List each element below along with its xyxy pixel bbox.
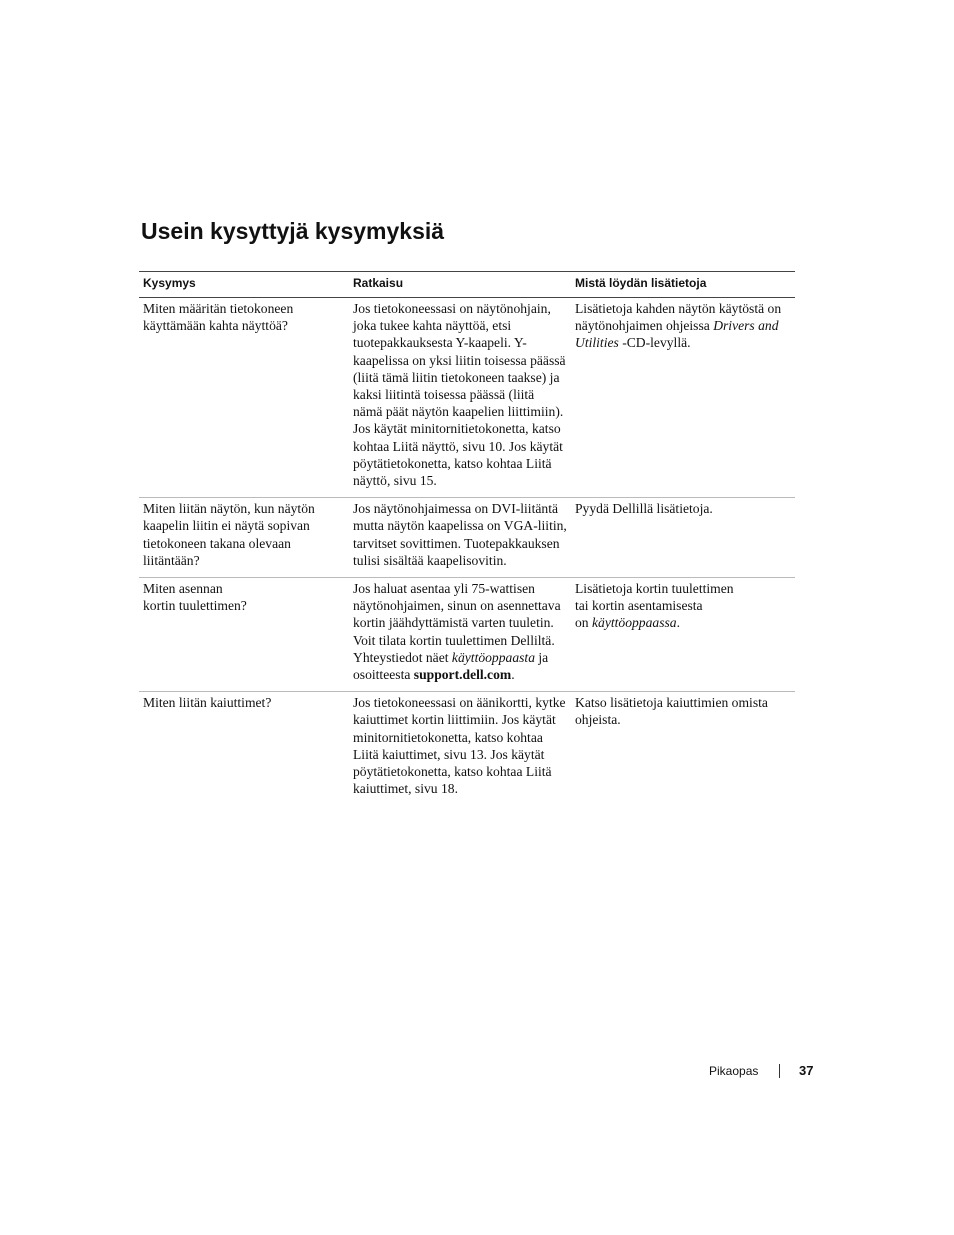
solution-text: .	[511, 667, 515, 683]
page-footer	[700, 1062, 815, 1082]
table-row	[139, 578, 795, 692]
more-info-line: Lisätietoja kortin tuulettimen	[575, 581, 734, 597]
solution-text: Jos haluat asentaa yli 75-wattisen näytönohjaimen, sinun on asennettava kortin jäähdyttämistä varten tuuletin. Voit tilata kortin tuulettimen Delliltä. Yhteystiedot näet	[353, 581, 561, 665]
solution-cell: Jos tietokoneessasi on näytönohjain, joka tukee kahta näyttöä, etsi tuotepakkauksesta Y-kaapeli. Y-kaapelissa on yksi liitin toisessa päässä (liitä tämä liitin tietokoneen taakse) ja kaksi liitintä toisessa päässä (liitä nämä päät näytön kaapelien liittimiin). Jos käytät minitornitietokonetta, katso kohtaa Liitä näyttö, sivu 10. Jos käytät pöytätietokonetta, katso kohtaa Liitä näyttö, sivu 15.	[349, 298, 571, 498]
more-info-text: .	[676, 615, 680, 631]
question-cell: Miten liitän kaiuttimet?	[143, 695, 272, 711]
footer-section-label: Pikaopas	[709, 1064, 759, 1078]
solution-text: ja osoitteesta	[353, 649, 549, 683]
faq-table	[139, 271, 795, 805]
question-line: Miten asennan	[143, 581, 223, 597]
solution-cell	[349, 578, 571, 692]
more-info-cell: Katso lisätietoja kaiuttimien omista ohjeista.	[575, 695, 768, 728]
page-title: Usein kysyttyjä kysymyksiä	[141, 218, 445, 244]
question-cell	[139, 578, 349, 692]
question-cell: Miten määritän tietokoneen käyttämään kahta näyttöä?	[139, 298, 349, 498]
footer-separator	[779, 1064, 780, 1078]
more-info-text: on	[575, 615, 592, 631]
more-info-cell: Pyydä Dellillä lisätietoja.	[571, 498, 795, 578]
page-number: 37	[799, 1063, 814, 1078]
table-row	[139, 692, 795, 806]
cd-title: Drivers and Utilities	[575, 318, 779, 351]
question-cell: Miten liitän näytön, kun näytön kaapelin liitin ei näytä sopivan tietokoneen takana olevaan liitäntään?	[139, 498, 349, 578]
table-row	[139, 498, 795, 578]
header-question: Kysymys	[139, 272, 349, 298]
question-line: kortin tuulettimen?	[143, 598, 247, 614]
solution-cell: Jos tietokoneessasi on äänikortti, kytke kaiuttimet kortin liittimiin. Jos käytät minitornitietokonetta, katso kohtaa Liitä kaiuttimet, sivu 13. Jos käytät pöytätietokonetta, katso kohtaa Liitä kaiuttimet, sivu 18.	[353, 695, 566, 797]
guide-reference: käyttöoppaassa	[592, 615, 677, 631]
more-info-cell	[571, 298, 795, 498]
table-row	[139, 298, 795, 498]
header-more-info: Mistä löydän lisätietoja	[571, 272, 795, 298]
more-info-text: Lisätietoja kahden näytön käytöstä on näytönohjaimen ohjeissa	[575, 301, 782, 334]
more-info-cell	[571, 578, 795, 692]
solution-cell: Jos näytönohjaimessa on DVI-liitäntä mutta näytön kaapelissa on VGA-liitin, tarvitset sovittimen. Tuotepakkauksen tulisi sisältää kaapelisovitin.	[349, 498, 571, 578]
more-info-line: tai kortin asentamisesta	[575, 598, 703, 614]
header-solution: Ratkaisu	[349, 272, 571, 298]
more-info-text: -CD-levyllä.	[618, 335, 691, 351]
support-site: support.dell.com	[413, 667, 512, 683]
table-header-row	[139, 272, 795, 298]
guide-reference: käyttöoppaasta	[451, 649, 535, 665]
